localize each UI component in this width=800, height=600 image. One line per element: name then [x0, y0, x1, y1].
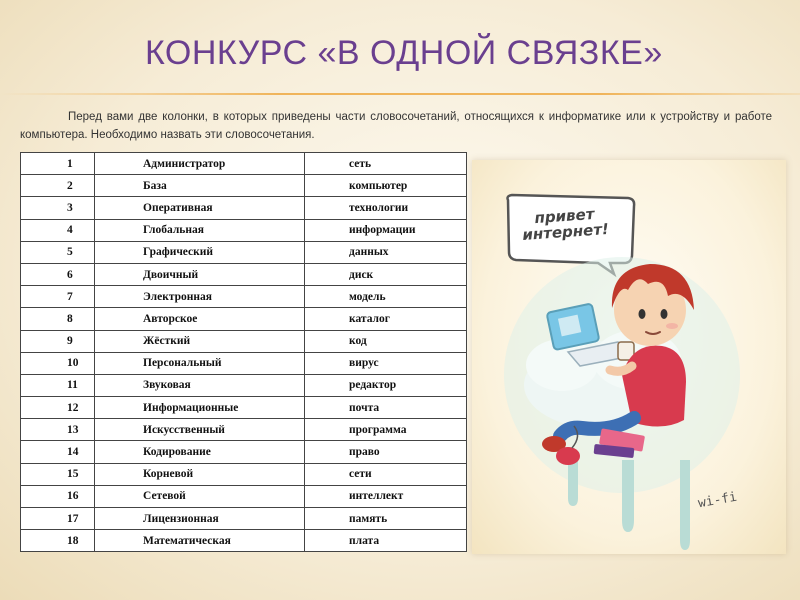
left-term: Корневой	[95, 463, 305, 485]
left-term: Оперативная	[95, 197, 305, 219]
table-row	[21, 241, 467, 263]
right-term: технологии	[305, 197, 467, 219]
bubble-text: привет интернет!	[521, 204, 610, 244]
row-number: 12	[21, 397, 95, 419]
row-number: 16	[21, 485, 95, 507]
right-term: вирус	[305, 352, 467, 374]
row-number: 17	[21, 508, 95, 530]
table-row	[21, 308, 467, 330]
right-term: сеть	[305, 153, 467, 175]
right-term: модель	[305, 286, 467, 308]
table-row	[21, 263, 467, 285]
left-term: Звуковая	[95, 374, 305, 396]
left-term: Электронная	[95, 286, 305, 308]
left-term: База	[95, 175, 305, 197]
right-term: право	[305, 441, 467, 463]
row-number: 1	[21, 153, 95, 175]
title-underline	[0, 93, 800, 95]
left-term: Глобальная	[95, 219, 305, 241]
row-number: 10	[21, 352, 95, 374]
row-number: 6	[21, 263, 95, 285]
row-number: 18	[21, 530, 95, 552]
left-term: Кодирование	[95, 441, 305, 463]
right-term: сети	[305, 463, 467, 485]
row-number: 9	[21, 330, 95, 352]
right-term: память	[305, 508, 467, 530]
computer-mouse	[556, 447, 580, 465]
table-row	[21, 352, 467, 374]
right-term: код	[305, 330, 467, 352]
table-row	[21, 197, 467, 219]
left-term: Персональный	[95, 352, 305, 374]
table-row	[21, 508, 467, 530]
left-term: Искусственный	[95, 419, 305, 441]
left-term: Жёсткий	[95, 330, 305, 352]
left-term: Информационные	[95, 397, 305, 419]
table-row	[21, 463, 467, 485]
row-number: 7	[21, 286, 95, 308]
row-number: 2	[21, 175, 95, 197]
wifi-label: wi-fi	[696, 489, 739, 512]
right-term: программа	[305, 419, 467, 441]
row-number: 4	[21, 219, 95, 241]
table-row	[21, 175, 467, 197]
right-term: каталог	[305, 308, 467, 330]
right-term: компьютер	[305, 175, 467, 197]
right-term: плата	[305, 530, 467, 552]
intro-paragraph: Перед вами две колонки, в которых приведены части словосочетаний, относящихся к информатике или к устройству и работе компьютера. Необходимо назвать эти словосочетания.	[20, 111, 772, 141]
left-term: Двоичный	[95, 263, 305, 285]
right-term: редактор	[305, 374, 467, 396]
right-term: интеллект	[305, 485, 467, 507]
word-pairs-table	[20, 152, 467, 552]
left-term: Математическая	[95, 530, 305, 552]
left-term: Графический	[95, 241, 305, 263]
table-row	[21, 485, 467, 507]
right-term: данных	[305, 241, 467, 263]
left-term: Авторское	[95, 308, 305, 330]
row-number: 3	[21, 197, 95, 219]
row-number: 14	[21, 441, 95, 463]
row-number: 8	[21, 308, 95, 330]
left-term: Сетевой	[95, 485, 305, 507]
slide-title: КОНКУРС «В ОДНОЙ СВЯЗКЕ»	[145, 34, 663, 72]
row-number: 15	[21, 463, 95, 485]
right-term: диск	[305, 263, 467, 285]
row-number: 5	[21, 241, 95, 263]
table-row	[21, 330, 467, 352]
table-row	[21, 441, 467, 463]
table-row	[21, 397, 467, 419]
table-row	[21, 286, 467, 308]
right-term: информации	[305, 219, 467, 241]
right-term: почта	[305, 397, 467, 419]
table-row	[21, 219, 467, 241]
left-term: Лицензионная	[95, 508, 305, 530]
table-row	[21, 374, 467, 396]
table-row	[21, 530, 467, 552]
table-row	[21, 419, 467, 441]
row-number: 11	[21, 374, 95, 396]
internet-illustration	[472, 160, 786, 554]
table-row	[21, 153, 467, 175]
row-number: 13	[21, 419, 95, 441]
left-term: Администратор	[95, 153, 305, 175]
